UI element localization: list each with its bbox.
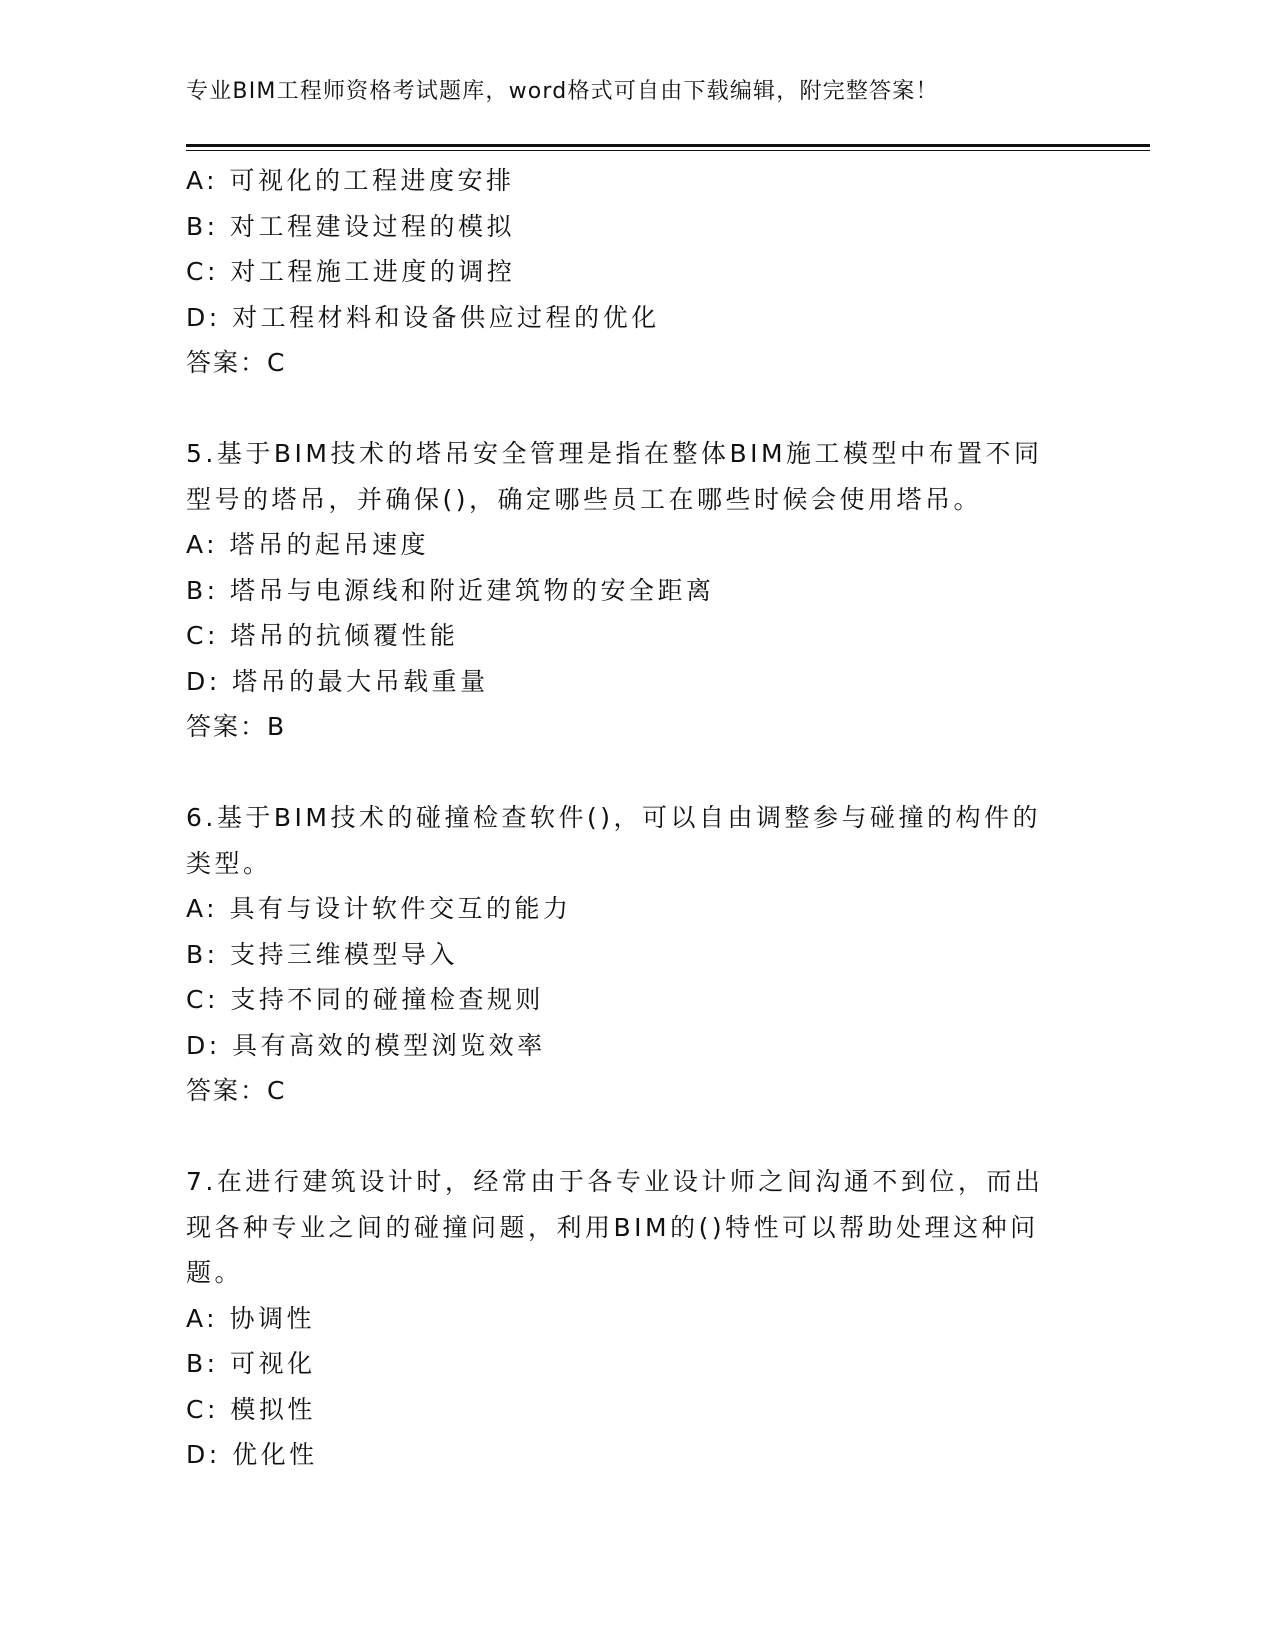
question-stem-line: 题。	[186, 1258, 244, 1287]
option-c: C: 对工程施工进度的调控	[186, 257, 516, 286]
option-c: C: 支持不同的碰撞检查规则	[186, 985, 544, 1014]
option-d: D: 优化性	[186, 1440, 318, 1469]
option-d: D: 塔吊的最大吊载重量	[186, 666, 489, 696]
header-rule-thin	[186, 150, 1150, 151]
option-b: B: 可视化	[186, 1349, 316, 1378]
option-a: A: 塔吊的起吊速度	[186, 530, 430, 559]
question-stem-line: 6.基于BIM技术的碰撞检查软件()，可以自由调整参与碰撞的构件的	[186, 803, 1041, 832]
option-d: D: 对工程材料和设备供应过程的优化	[186, 302, 660, 332]
page-header: 专业BIM工程师资格考试题库，word格式可自由下载编辑，附完整答案！	[186, 79, 939, 104]
option-a: A: 协调性	[186, 1303, 316, 1333]
answer-line: 答案：B	[186, 712, 287, 741]
option-d: D: 具有高效的模型浏览效率	[186, 1030, 546, 1060]
option-b: B: 支持三维模型导入	[186, 939, 459, 969]
question-7	[186, 1159, 1086, 1478]
option-a: A: 可视化的工程进度安排	[186, 166, 515, 195]
question-6	[186, 795, 1086, 1114]
header-rule-thick	[186, 144, 1150, 147]
answer-line: 答案：C	[186, 348, 287, 377]
question-stem-line: 型号的塔吊，并确保()，确定哪些员工在哪些时候会使用塔吊。	[186, 484, 983, 514]
option-b: B: 塔吊与电源线和附近建筑物的安全距离	[186, 575, 715, 605]
option-c: C: 塔吊的抗倾覆性能	[186, 621, 459, 650]
question-stem-line: 7.在进行建筑设计时，经常由于各专业设计师之间沟通不到位，而出	[186, 1167, 1044, 1196]
option-c: C: 模拟性	[186, 1394, 316, 1424]
option-a: A: 具有与设计软件交互的能力	[186, 894, 572, 923]
option-b: B: 对工程建设过程的模拟	[186, 211, 516, 241]
question-stem-line: 现各种专业之间的碰撞问题，利用BIM的()特性可以帮助处理这种问	[186, 1212, 1039, 1242]
answer-line: 答案：C	[186, 1076, 287, 1105]
question-4-tail	[186, 158, 1086, 386]
question-stem-line: 5.基于BIM技术的塔吊安全管理是指在整体BIM施工模型中布置不同	[186, 439, 1043, 468]
question-5	[186, 431, 1086, 750]
question-stem-line: 类型。	[186, 848, 272, 878]
question-content	[186, 158, 1086, 1478]
